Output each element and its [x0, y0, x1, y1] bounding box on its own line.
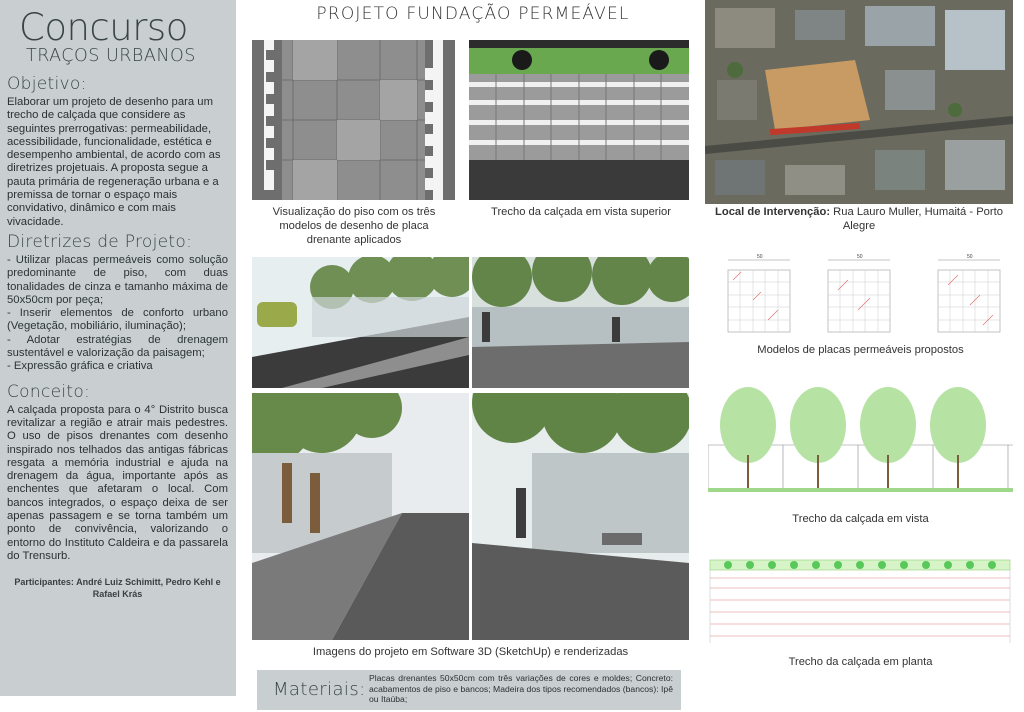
diretrizes-heading: Diretrizes de Projeto: [7, 231, 193, 252]
satellite-drawing [705, 0, 1013, 204]
render-image-2 [472, 257, 689, 388]
diretrizes-list [7, 254, 228, 374]
contest-subtitle: TRAÇOS URBANOS [26, 46, 196, 66]
caption-renders: Imagens do projeto em Software 3D (SketchUp) e renderizadas [312, 646, 629, 658]
top-view-drawing [469, 40, 689, 200]
render-image-4 [472, 393, 689, 640]
materials-label: Materiais: [273, 679, 366, 700]
caption-location-label: Local de Intervenção: [715, 206, 831, 218]
sidewalk-top-view-image [469, 40, 689, 200]
caption-top-view: Trecho da calçada em vista superior [491, 206, 671, 218]
render-drawing-3 [252, 393, 469, 640]
diretriz-item: - Expressão gráfica e criativa [7, 360, 153, 373]
materials-box [257, 670, 681, 710]
diretriz-item: - Utilizar placas permeáveis como solução predominante de piso, com duas tonalidades de cinza e tamanho máxima de 50x50cm por peça; [7, 253, 228, 306]
plan-drawing [708, 558, 1013, 648]
satellite-map-image [705, 0, 1013, 204]
caption-floor: Visualização do piso com os três modelos de desenho de placa drenante aplicados [272, 206, 436, 246]
caption-location-text: Rua Lauro Muller, Humaitá - Porto Alegre [830, 206, 1003, 232]
floor-pattern-image [252, 40, 455, 200]
sidebar [0, 0, 236, 696]
panel-model-3 [938, 254, 1000, 332]
render-drawing-4 [472, 393, 689, 640]
caption-plan: Trecho da calçada em planta [788, 656, 933, 668]
objetivo-text: Elaborar um projeto de desenho para um trecho de calçada que considere as seguintes prerrogativas: permeabilidade, acessibilidade, funcionalidade, estética e desempenho ambiental, de acordo com as diretrizes projetuais. A proposta segue a pauta primária de regeneração urbana e a premissa de tornar o espaço mais convidativo, dinâmico e com mais vivacidade. [7, 96, 221, 228]
conceito-heading: Conceito: [7, 381, 91, 402]
project-title: PROJETO FUNDAÇÃO PERMEÁVEL [316, 4, 630, 24]
render-image-3 [252, 393, 469, 640]
panel-model-1 [728, 254, 790, 332]
dim-label: 50 [757, 254, 763, 260]
render-image-1 [252, 257, 469, 388]
diretriz-item: - Inserir elementos de conforto urbano (Vegetação, mobiliário, iluminação); [7, 307, 228, 333]
panel-models-drawing [708, 250, 1013, 340]
panel-model-2 [828, 254, 890, 332]
caption-location [714, 205, 1004, 233]
contest-title: Concurso [19, 6, 188, 49]
panel-models-svg [708, 250, 1013, 340]
conceito-text: A calçada proposta para o 4° Distrito busca revitalizar a região e atrair mais pedestres. O uso de pisos drenantes com desenho inspirado nos telhados das antigas fábricas resgata a memória industrial e ajuda na drenagem da água, importante após as enchentes que afetaram o local. Com bancos integrados, o espaço deixa de ser apenas passagem e se torna também um ponto de convivência, valorizando o entorno do Instituto Caldeira e da passarela do Trensurb. [7, 403, 228, 562]
elevation-svg [708, 385, 1013, 500]
render-drawing-2 [472, 257, 689, 388]
materials-text: Placas drenantes 50x50cm com três variações de cores e moldes; Concreto: acabamentos de piso e bancos; Madeira dos tipos recomendados (bancos): Ipê ou Itaúba; [369, 673, 673, 704]
render-drawing-1 [252, 257, 469, 388]
caption-models: Modelos de placas permeáveis propostos [757, 344, 964, 356]
floor-pattern-drawing [252, 40, 455, 200]
dim-label: 50 [857, 254, 863, 260]
plan-svg [708, 558, 1013, 648]
dim-label: 50 [967, 254, 973, 260]
participants: Participantes: André Luiz Schimitt, Pedro Kehl e Rafael Krás [14, 577, 221, 599]
objetivo-heading: Objetivo: [7, 74, 87, 94]
caption-elevation: Trecho da calçada em vista [792, 513, 929, 525]
diretriz-item: - Adotar estratégias de drenagem sustentável e valorização da paisagem; [7, 333, 228, 360]
elevation-drawing [708, 385, 1013, 500]
